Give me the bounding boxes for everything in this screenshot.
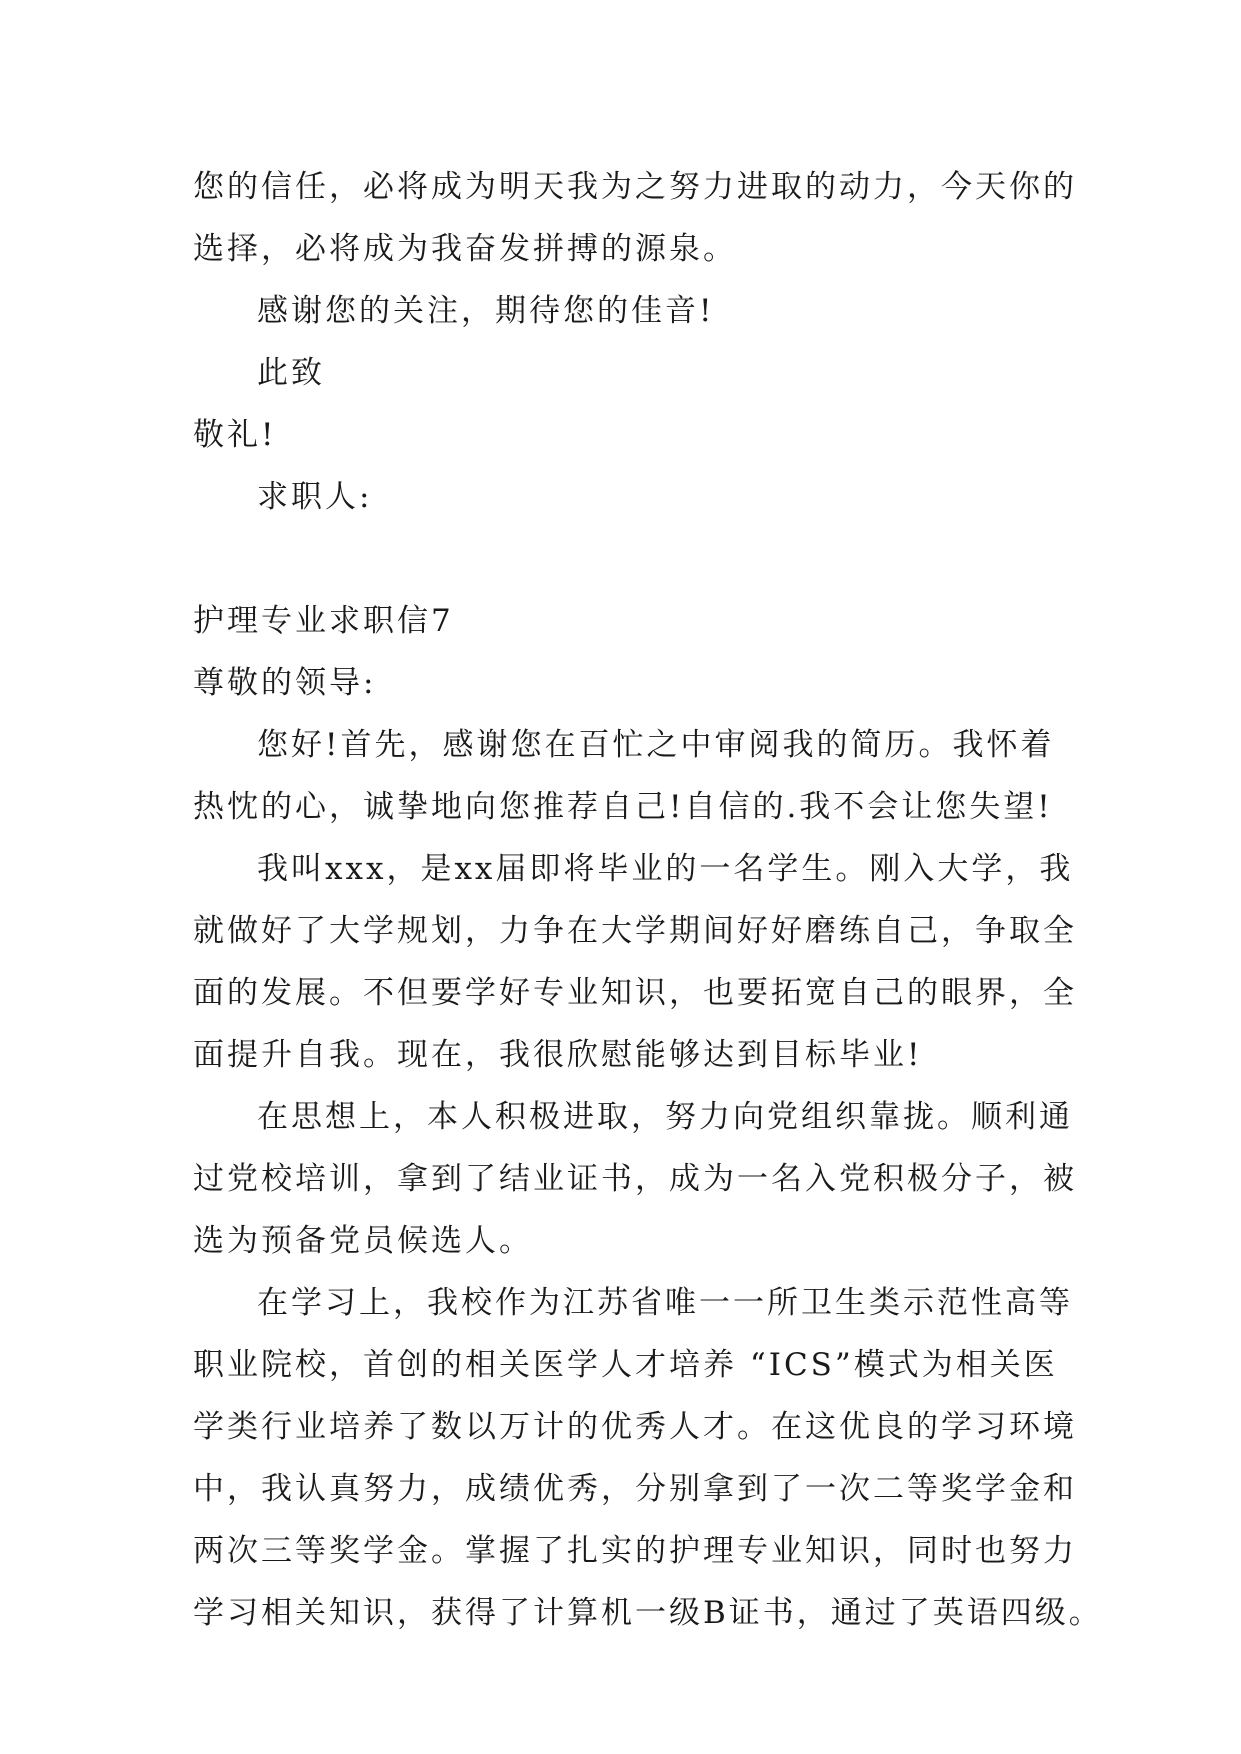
paragraph-line: 两次三等奖学金。掌握了扎实的护理专业知识，同时也努力 (193, 1533, 1077, 1569)
paragraph-line: 选择，必将成为我奋发拼搏的源泉。 (193, 231, 737, 267)
paragraph-line: 就做好了大学规划，力争在大学期间好好磨练自己，争取全 (193, 913, 1077, 949)
section-spacer (193, 528, 1053, 590)
closing-regards: 敬礼! (193, 417, 277, 453)
paragraph-line: 职业院校，首创的相关医学人才培养 “ICS”模式为相关医 (193, 1347, 1058, 1383)
paragraph-line: 在思想上，本人积极进取，努力向党组织靠拢。顺利通 (257, 1099, 1073, 1135)
greeting: 尊敬的领导: (193, 665, 377, 701)
paragraph-line: 选为预备党员候选人。 (193, 1223, 533, 1259)
paragraph-line: 学类行业培养了数以万计的优秀人才。在这优良的学习环境 (193, 1409, 1077, 1445)
paragraph-line: 您好!首先，感谢您在百忙之中审阅我的简历。我怀着 (257, 727, 1055, 763)
paragraph-line: 中，我认真努力，成绩优秀，分别拿到了一次二等奖学金和 (193, 1471, 1077, 1507)
signature-label: 求职人: (257, 479, 373, 515)
paragraph-line: 您的信任，必将成为明天我为之努力进取的动力，今天你的 (193, 169, 1077, 205)
paragraph-line: 我叫xxx，是xx届即将毕业的一名学生。刚入大学，我 (257, 851, 1074, 887)
paragraph-line: 在学习上，我校作为江苏省唯一一所卫生类示范性高等 (257, 1285, 1073, 1321)
paragraph-line: 学习相关知识，获得了计算机一级B证书，通过了英语四级。 (193, 1595, 1103, 1631)
section-title: 护理专业求职信7 (193, 603, 454, 639)
paragraph-line: 过党校培训，拿到了结业证书，成为一名入党积极分子，被 (193, 1161, 1077, 1197)
paragraph-line: 面的发展。不但要学好专业知识，也要拓宽自己的眼界，全 (193, 975, 1077, 1011)
closing-thanks: 感谢您的关注，期待您的佳音! (257, 293, 715, 329)
paragraph-line: 面提升自我。现在，我很欣慰能够达到目标毕业! (193, 1037, 923, 1073)
letter-body (193, 156, 1103, 1644)
paragraph-line: 热忱的心，诚挚地向您推荐自己!自信的.我不会让您失望! (193, 789, 1053, 825)
closing-salutation: 此致 (257, 355, 325, 391)
